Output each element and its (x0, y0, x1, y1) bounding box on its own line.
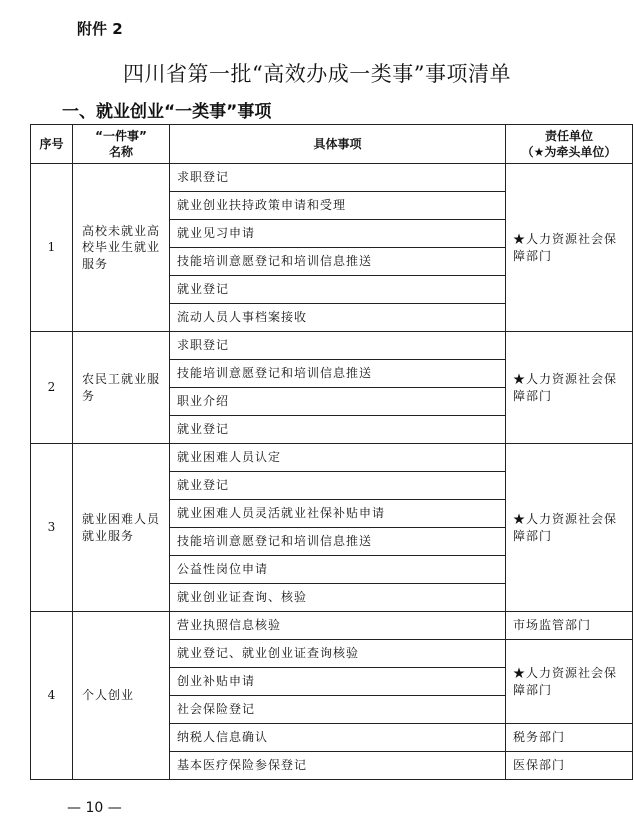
dept-cell: 市场监管部门 (506, 612, 633, 640)
header-tasks: 具体事项 (170, 125, 506, 164)
task-cell: 就业困难人员灵活就业社保补贴申请 (170, 500, 506, 528)
header-dept-line1: 责任单位 (544, 128, 593, 143)
task-cell: 技能培训意愿登记和培训信息推送 (170, 360, 506, 388)
task-cell: 社会保险登记 (170, 696, 506, 724)
header-case-line1: “一件事” (95, 128, 147, 143)
task-cell: 纳税人信息确认 (170, 724, 506, 752)
table-row (31, 444, 633, 472)
header-seq: 序号 (31, 125, 73, 164)
case-name-cell: 农民工就业服务 (73, 332, 170, 444)
page-number: — 10 — (67, 800, 122, 816)
task-cell: 就业见习申请 (170, 220, 506, 248)
task-cell: 就业登记 (170, 416, 506, 444)
dept-cell: 税务部门 (506, 724, 633, 752)
task-cell: 就业登记 (170, 472, 506, 500)
section-heading: 一、就业创业“一类事”事项 (62, 102, 272, 122)
task-cell: 就业登记、就业创业证查询核验 (170, 640, 506, 668)
seq-cell: 4 (31, 612, 73, 780)
table-header-row (31, 125, 633, 164)
header-case-name (73, 125, 170, 164)
task-cell: 技能培训意愿登记和培训信息推送 (170, 248, 506, 276)
table-row (31, 164, 633, 192)
case-name-cell: 个人创业 (73, 612, 170, 780)
task-cell: 就业登记 (170, 276, 506, 304)
task-cell: 技能培训意愿登记和培训信息推送 (170, 528, 506, 556)
task-cell: 公益性岗位申请 (170, 556, 506, 584)
dept-cell: ★人力资源社会保障部门 (506, 640, 633, 724)
task-cell: 基本医疗保险参保登记 (170, 752, 506, 780)
dept-cell: ★人力资源社会保障部门 (506, 444, 633, 612)
seq-cell: 3 (31, 444, 73, 612)
table-row (31, 332, 633, 360)
items-table (30, 124, 633, 780)
task-cell: 就业困难人员认定 (170, 444, 506, 472)
header-case-line2: 名称 (108, 145, 133, 159)
seq-cell: 1 (31, 164, 73, 332)
task-cell: 求职登记 (170, 164, 506, 192)
task-cell: 就业创业扶持政策申请和受理 (170, 192, 506, 220)
task-cell: 创业补贴申请 (170, 668, 506, 696)
dept-cell: 医保部门 (506, 752, 633, 780)
dept-cell: ★人力资源社会保障部门 (506, 164, 633, 332)
document-title: 四川省第一批“高效办成一类事”事项清单 (123, 62, 511, 86)
task-cell: 营业执照信息核验 (170, 612, 506, 640)
task-cell: 流动人员人事档案接收 (170, 304, 506, 332)
dept-cell: ★人力资源社会保障部门 (506, 332, 633, 444)
attachment-label: 附件 2 (77, 20, 123, 38)
task-cell: 职业介绍 (170, 388, 506, 416)
seq-cell: 2 (31, 332, 73, 444)
header-dept (506, 125, 633, 164)
case-name-cell: 就业困难人员就业服务 (73, 444, 170, 612)
case-name-cell: 高校未就业高校毕业生就业服务 (73, 164, 170, 332)
task-cell: 求职登记 (170, 332, 506, 360)
header-dept-line2: （★为牵头单位） (521, 145, 617, 159)
table-row (31, 612, 633, 640)
task-cell: 就业创业证查询、核验 (170, 584, 506, 612)
